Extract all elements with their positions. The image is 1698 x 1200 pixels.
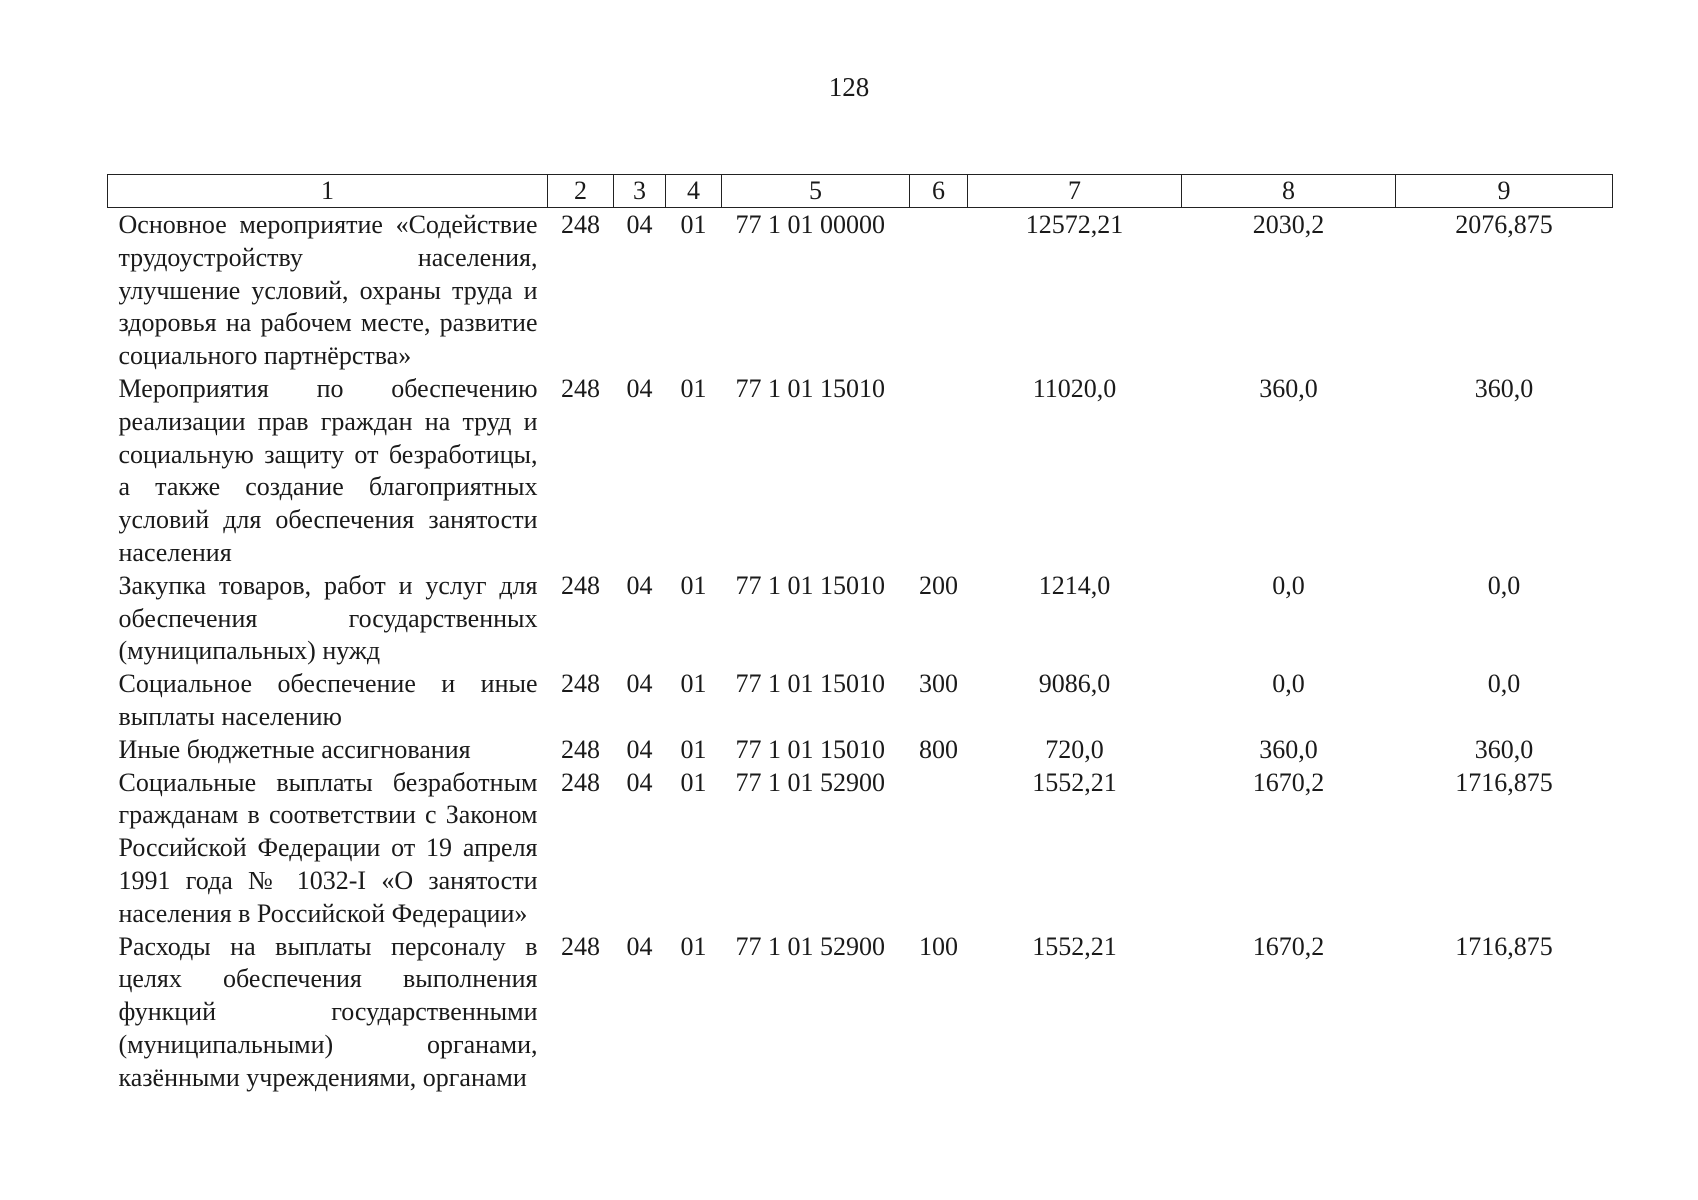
table-row (108, 734, 1613, 767)
cell-section: 04 (626, 669, 653, 699)
cell-section: 04 (626, 734, 653, 764)
table-row (108, 570, 1613, 668)
cell-expense-type: 800 (919, 734, 958, 764)
cell-amount-3: 0,0 (1487, 669, 1521, 699)
column-header: 5 (722, 175, 910, 208)
cell-amount-1: 12572,21 (1025, 210, 1124, 239)
cell-admin-code: 248 (561, 767, 600, 797)
cell-target-article: 77 1 01 52900 (735, 767, 885, 797)
cell-expense-type (910, 208, 968, 373)
cell-admin-code: 248 (561, 210, 600, 239)
cell-expense-type (910, 767, 968, 931)
page-number: 128 (828, 72, 870, 102)
cell-subsection: 01 (680, 931, 707, 961)
column-header: 3 (614, 175, 666, 208)
cell-subsection: 01 (680, 734, 707, 764)
cell-admin-code: 248 (561, 669, 600, 699)
cell-subsection: 01 (680, 669, 707, 699)
cell-subsection: 01 (680, 767, 707, 797)
cell-admin-code: 248 (561, 570, 600, 600)
cell-subsection: 01 (680, 373, 707, 403)
cell-amount-2: 2030,2 (1252, 210, 1325, 239)
cell-amount-2: 360,0 (1259, 734, 1318, 764)
cell-amount-1: 9086,0 (1038, 669, 1111, 699)
cell-amount-3: 360,0 (1474, 734, 1534, 764)
cell-expense-type: 100 (919, 931, 958, 961)
cell-expense-type: 200 (919, 570, 958, 600)
cell-section: 04 (626, 210, 653, 239)
row-name: Социальные выплаты безработным гражданам в соответствии с Законом Российской Федерации от 19 апреля 1991 года № 1032-I «О занятости населения в Российской Федерации» (118, 767, 538, 928)
cell-section: 04 (626, 570, 653, 600)
column-header: 6 (910, 175, 968, 208)
cell-expense-type (910, 373, 968, 570)
cell-amount-2: 0,0 (1272, 669, 1305, 699)
cell-amount-3: 0,0 (1487, 570, 1521, 600)
row-name: Социальное обеспечение и иные выплаты населению (118, 669, 538, 731)
cell-amount-2: 360,0 (1259, 373, 1318, 403)
cell-amount-2: 1670,2 (1252, 931, 1325, 961)
cell-target-article: 77 1 01 15010 (735, 373, 885, 403)
cell-section: 04 (626, 767, 653, 797)
cell-amount-2: 0,0 (1272, 570, 1305, 600)
cell-admin-code: 248 (561, 373, 600, 403)
row-name: Иные бюджетные ассигнования (118, 734, 471, 764)
table-row (108, 373, 1613, 570)
row-name: Закупка товаров, работ и услуг для обеспечения государственных (муниципальных) нужд (118, 570, 538, 666)
cell-admin-code: 248 (561, 931, 600, 961)
cell-target-article: 77 1 01 15010 (735, 570, 885, 600)
cell-expense-type: 300 (919, 669, 958, 699)
cell-section: 04 (626, 373, 653, 403)
cell-target-article: 77 1 01 15010 (735, 669, 885, 699)
cell-amount-1: 1552,21 (1032, 767, 1117, 797)
row-name: Расходы на выплаты персоналу в целях обеспечения выполнения функций государственными (муниципальными) органами, казёнными учреждениями, органами (118, 931, 538, 1092)
cell-target-article: 77 1 01 15010 (735, 734, 885, 764)
cell-amount-3: 360,0 (1474, 373, 1534, 403)
column-header: 7 (968, 175, 1182, 208)
header-row (108, 175, 1613, 208)
cell-amount-1: 1214,0 (1038, 570, 1111, 600)
cell-subsection: 01 (680, 570, 707, 600)
budget-table (107, 174, 1613, 1095)
column-header: 1 (108, 175, 548, 208)
column-header: 8 (1182, 175, 1396, 208)
cell-target-article: 77 1 01 00000 (735, 210, 885, 239)
column-header: 2 (548, 175, 614, 208)
cell-amount-1: 11020,0 (1032, 373, 1117, 403)
column-header: 4 (666, 175, 722, 208)
cell-amount-2: 1670,2 (1252, 767, 1325, 797)
cell-admin-code: 248 (561, 734, 600, 764)
cell-amount-3: 2076,875 (1455, 210, 1553, 239)
table-row (108, 931, 1613, 1095)
row-name: Мероприятия по обеспечению реализации прав граждан на труд и социальную защиту от безработицы, а также создание благоприятных условий для обеспечения занятости населения (118, 373, 538, 567)
table-row (108, 208, 1613, 373)
cell-amount-3: 1716,875 (1455, 767, 1553, 797)
cell-amount-1: 720,0 (1045, 734, 1104, 764)
table-row (108, 668, 1613, 734)
cell-section: 04 (626, 931, 653, 961)
cell-amount-3: 1716,875 (1455, 931, 1553, 961)
row-name: Основное мероприятие «Содействие трудоустройству населения, улучшение условий, охраны труда и здоровья на рабочем месте, развитие социального партнёрства» (118, 210, 538, 371)
column-header: 9 (1396, 175, 1613, 208)
table-row (108, 767, 1613, 931)
cell-amount-1: 1552,21 (1032, 931, 1117, 961)
cell-subsection: 01 (680, 210, 707, 239)
cell-target-article: 77 1 01 52900 (735, 931, 885, 961)
